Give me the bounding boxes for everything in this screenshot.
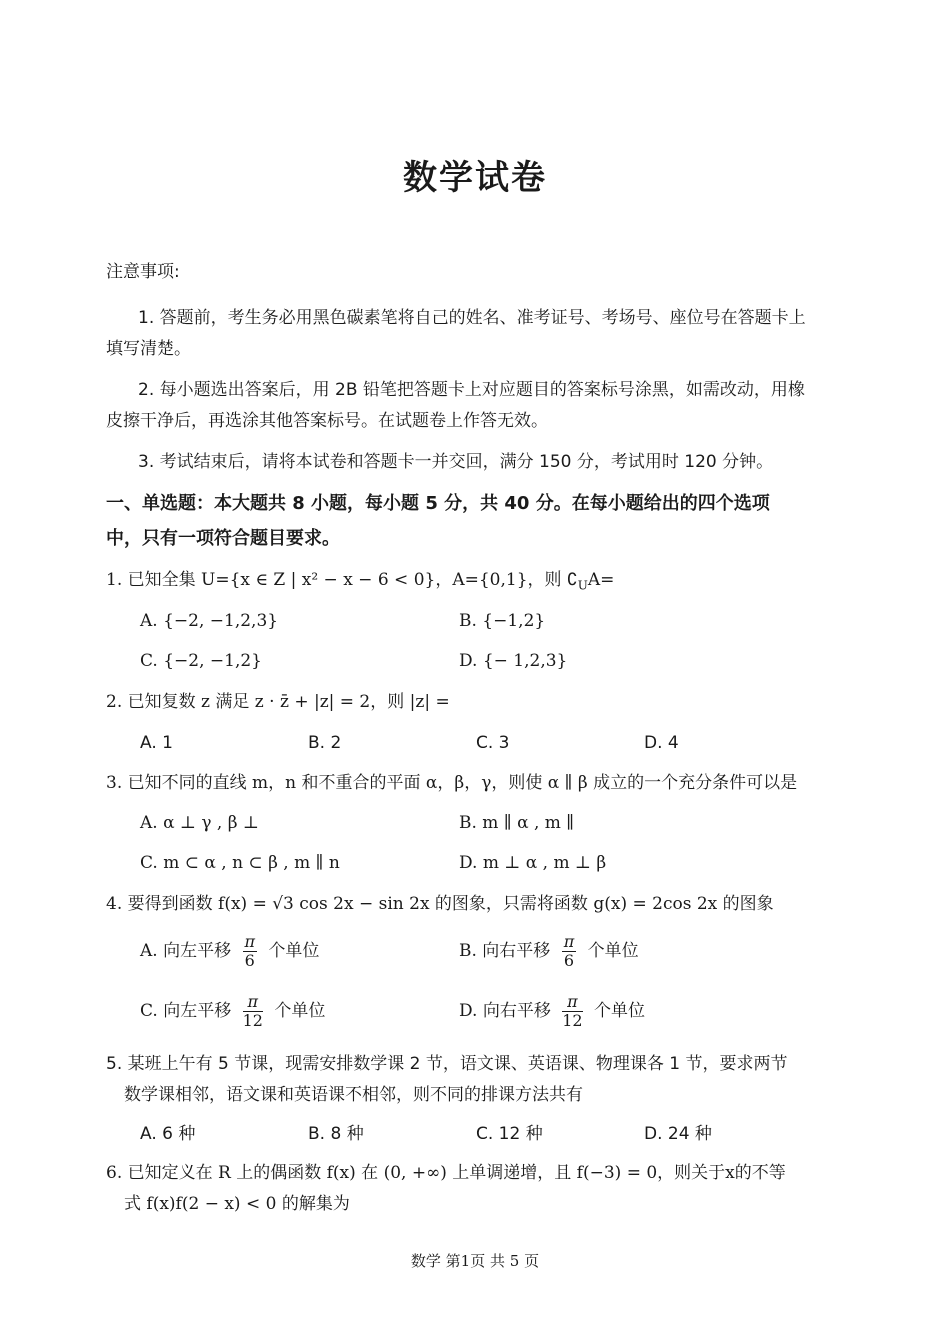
- question-4-option-b-text: B. 向右平移: [459, 941, 551, 961]
- section-1-header-line-2: 中，只有一项符合题目要求。: [106, 528, 340, 549]
- question-1-stem: [106, 570, 614, 595]
- fraction-pi-over-12: $\frac{\pi}{12}$: [562, 992, 583, 1030]
- question-4-option-d-unit: 个单位: [594, 1001, 646, 1021]
- question-4-option-c-text: C. 向左平移: [140, 1001, 232, 1021]
- fraction-pi-over-12: $\frac{\pi}{12}$: [242, 992, 263, 1030]
- question-4-option-d: [459, 993, 645, 1030]
- question-2-option-c: C. 3: [476, 733, 510, 753]
- notice-item-2-line-1: 2. 每小题选出答案后，用 2B 铅笔把答题卡上对应题目的答案标号涂黑，如需改动，用橡: [138, 380, 805, 400]
- question-3-option-c: C. m ⊂ α , n ⊂ β , m ∥ n: [140, 853, 340, 873]
- question-4-option-b-unit: 个单位: [587, 941, 639, 961]
- question-5-option-d: D. 24 种: [644, 1124, 712, 1144]
- question-1-option-b: B. {−1,2}: [459, 611, 546, 631]
- question-6-stem-line-2: 式 f(x)f(2 − x) < 0 的解集为: [124, 1194, 350, 1214]
- notice-item-1-line-2: 填写清楚。: [106, 339, 191, 359]
- question-1-stem-end: A=: [587, 570, 615, 590]
- question-4-option-a-unit: 个单位: [268, 941, 320, 961]
- question-1-option-c: C. {−2, −1,2}: [140, 651, 262, 671]
- section-1-header-line-1: 一、单选题：本大题共 8 小题，每小题 5 分，共 40 分。在每小题给出的四个选项: [106, 493, 770, 514]
- question-4-option-d-text: D. 向右平移: [459, 1001, 551, 1021]
- question-3-option-a: A. α ⊥ γ , β ⊥: [140, 813, 259, 833]
- question-4-option-a-text: A. 向左平移: [140, 941, 232, 961]
- question-5-option-a: A. 6 种: [140, 1124, 196, 1144]
- question-3-option-b: B. m ∥ α , m ∥: [459, 813, 575, 833]
- question-2-option-b: B. 2: [308, 733, 342, 753]
- question-3-stem: 3. 已知不同的直线 m，n 和不重合的平面 α，β，γ，则使 α ∥ β 成立的一个充分条件可以是: [106, 773, 798, 793]
- question-1-stem-main: 1. 已知全集 U={x ∈ Z | x² − x − 6 < 0}，A={0,1}，则 ∁: [106, 570, 578, 590]
- fraction-pi-over-6: $\frac{\pi}{6}$: [563, 932, 575, 970]
- question-6-stem-line-1: 6. 已知定义在 R 上的偶函数 f(x) 在 (0, +∞) 上单调递增，且 f(−3) = 0，则关于x的不等: [106, 1163, 786, 1183]
- question-3-option-d: D. m ⊥ α , m ⊥ β: [459, 853, 607, 873]
- question-2-stem: 2. 已知复数 z 满足 z · z̄ + |z| = 2，则 |z| =: [106, 692, 450, 712]
- question-2-option-a: A. 1: [140, 733, 173, 753]
- question-1-option-d: D. {− 1,2,3}: [459, 651, 568, 671]
- fraction-pi-over-6: $\frac{\pi}{6}$: [244, 932, 256, 970]
- question-5-option-b: B. 8 种: [308, 1124, 364, 1144]
- question-5-stem-line-1: 5. 某班上午有 5 节课，现需安排数学课 2 节，语文课、英语课、物理课各 1 节，要求两节: [106, 1054, 788, 1074]
- question-1-option-a: A. {−2, −1,2,3}: [140, 611, 279, 631]
- notice-item-2-line-2: 皮擦干净后，再选涂其他答案标号。在试题卷上作答无效。: [106, 411, 548, 431]
- question-4-option-b: [459, 933, 639, 970]
- page-footer: 数学 第1页 共 5 页: [410, 1252, 540, 1270]
- question-4-stem: 4. 要得到函数 f(x) = √3 cos 2x − sin 2x 的图象，只需将函数 g(x) = 2cos 2x 的图象: [106, 894, 774, 914]
- question-1-stem-subscript: U: [577, 578, 588, 593]
- notice-item-3: 3. 考试结束后，请将本试卷和答题卡一并交回，满分 150 分，考试用时 120 分钟。: [138, 452, 774, 472]
- question-4-option-c-unit: 个单位: [274, 1001, 326, 1021]
- question-2-option-d: D. 4: [644, 733, 679, 753]
- question-5-stem-line-2: 数学课相邻，语文课和英语课不相邻，则不同的排课方法共有: [124, 1085, 583, 1105]
- notice-heading: 注意事项:: [106, 262, 180, 282]
- question-4-option-a: [140, 933, 319, 970]
- notice-item-1-line-1: 1. 答题前，考生务必用黑色碳素笔将自己的姓名、准考证号、考场号、座位号在答题卡上: [138, 308, 806, 328]
- page-title: 数学试卷: [403, 158, 547, 198]
- question-5-option-c: C. 12 种: [476, 1124, 543, 1144]
- question-4-option-c: [140, 993, 325, 1030]
